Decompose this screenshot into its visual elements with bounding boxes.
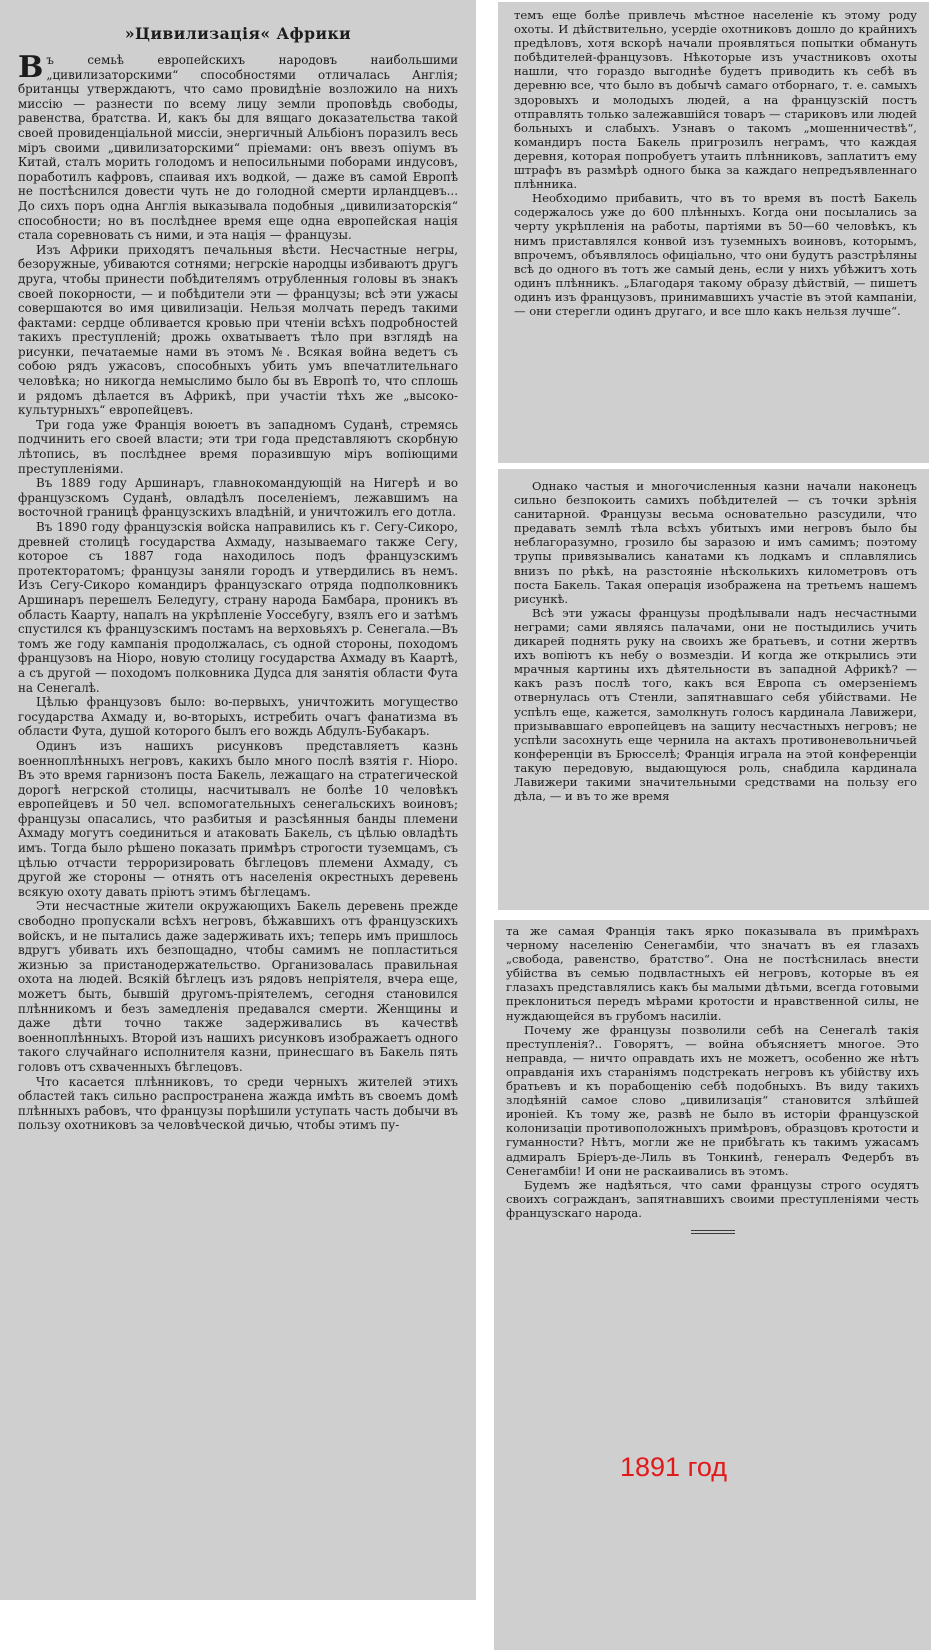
- paragraph: Изъ Африки приходятъ печальныя вѣсти. Несчастные негры, безоружные, убиваются сотнями; негрскіе народцы избиваютъ другъ друга, чтобы принести побѣдителямъ отрубленныя головы въ знакъ своей покорности, — и побѣдители эти — французы; всѣ эти ужасы совершаются во имя цивилизаціи. Нельзя молчать передъ такими фактами: сердце обливается кровью при чтеніи всѣхъ подробностей такихъ преступленій; дрожь охватываетъ тѣло при взглядѣ на рисунки, печатаемые нами въ этомъ №. Всякая война ведетъ съ собою рядъ ужасовъ, способныхъ убить умъ впечатлительнаго человѣка; но никогда немыслимо было бы въ Европѣ то, что сплошь и рядомъ дѣлается въ Африкѣ, при участіи тѣхъ же „высоко-культурныхъ“ европейцевъ.: [18, 242, 458, 418]
- end-separator: [691, 1230, 735, 1234]
- year-annotation: 1891 год: [620, 1452, 727, 1482]
- paragraph: Однако частыя и многочисленныя казни начали наконецъ сильно безпокоить самихъ побѣдителей — съ точки зрѣнія санитарной. Французы весьма основательно разсудили, что предавать землѣ тѣла всѣхъ убитыхъ ими негровъ было бы неблагоразумно, грозило бы заразою и имъ самимъ; поэтому трупы привязывались канатами къ лодкамъ и сплавлялись внизъ по рѣкѣ, на разстояніе нѣсколькихъ километровъ отъ поста Бакель. Такая операція изображена на третьемъ нашемъ рисункѣ.: [514, 479, 917, 606]
- paragraph: Въ 1889 году Аршинаръ, главнокомандующій на Нигерѣ и во французскомъ Суданѣ, овладѣлъ поселеніемъ, лежавшимъ на восточной границѣ французскихъ владѣній, и уничтожилъ его дотла.: [18, 476, 458, 520]
- paragraph: Цѣлью французовъ было: во-первыхъ, уничтожить могущество государства Ахмаду и, во-вторыхъ, истребить очагъ фанатизма въ области Фута, душой которого былъ его вождь Абдулъ-Бубакаръ.: [18, 695, 458, 739]
- left-column: [0, 0, 476, 1600]
- paragraph: Одинъ изъ нашихъ рисунковъ представляетъ казнь военноплѣнныхъ негровъ, какихъ было много послѣ взятія г. Ніоро. Въ это время гарнизонъ поста Бакель, лежащаго на стратегической дорогѣ негрской столицы, насчитывалъ не болѣе 10 человѣкъ европейцевъ и 50 чел. вспомогательныхъ сенегальскихъ воиновъ; французы опасались, что разбитыя и разсѣянныя банды племени Ахмаду могутъ соединиться и атаковать Бакель, съ цѣлью овладѣть имъ. Тогда было рѣшено показать примѣръ строгости туземцамъ, съ цѣлью отчасти терроризировать бѣглецовъ племени Ахмаду, съ другой же стороны — отнять отъ населенія окрестныхъ деревень всякую охоту давать пріютъ этимъ бѣглецамъ.: [18, 738, 458, 899]
- paragraph-text: ъ семьѣ европейскихъ народовъ наибольшими „цивилизаторскими“ способностями отличалась Англія; британцы утверждаютъ, что само провидѣніе возложило на нихъ миссію — разнести по всему лицу земли проповѣдь свободы, равенства, братства. И, какъ бы для вящаго доказательства такой своей провиденціальной миссіи, энергичный Альбіонъ поразилъ весь міръ своими „цивилизаторскими“ пріемами: онъ ввезъ опіумъ въ Китай, сталъ морить голодомъ и непосильными поборами индусовъ, поработилъ кафровъ, спаивая ихъ водкой, — даже въ самой Европѣ не постѣснился довести чуть не до голодной смерти ирландцевъ... До сихъ поръ одна Англія выказывала подобныя „цивилизаторскія“ способности; но въ послѣднее время еще одна европейская нація стала соревновать съ ними, и эта нація — французы.: [18, 53, 458, 243]
- article-title: »Цивилизація« Африки: [124, 24, 352, 43]
- paragraph: Три года уже Франція воюетъ въ западномъ Суданѣ, стремясь подчинить его своей власти; эти три года представляютъ скорбную лѣтопись, въ послѣднее время поразившую міръ вопіющими преступленіями.: [18, 417, 458, 476]
- paragraph: Въ 1890 году французскія войска направились къ г. Сегу-Сикоро, древней столицѣ государства Ахмаду, называемаго также Сегу, которое съ 1887 года находилось подъ французскимъ протекторатомъ; французы заняли городъ и утвердились въ немъ. Изъ Сегу-Сикоро командиръ французскаго отряда подполковникъ Аршинаръ перешелъ Беледугу, страну народа Бамбара, проникъ въ область Каарту, напалъ на укрѣпленіе Уоссебугу, взялъ его и затѣмъ спустился къ французскимъ постамъ на верховьяхъ р. Сенегала.—Въ томъ же году кампанія продолжалась, съ одной стороны, походомъ французовъ на Ніоро, новую столицу государства Ахмаду въ Каартѣ, а съ другой — походомъ полковника Дудса для занятія области Фута на Сенегалѣ.: [18, 520, 458, 695]
- paragraph: Будемъ же надѣяться, что сами французы строго осудятъ своихъ согражданъ, запятнавшихъ своими преступленіями честь французскаго народа.: [506, 1177, 919, 1220]
- paragraph: та же самая Франція такъ ярко показывала въ примѣрахъ черному населенію Сенегамбіи, что значатъ въ ея глазахъ „свобода, равенство, братство“. Она не постѣснилась внести убійства въ семью подвластныхъ ей негровъ, которые въ ея глазахъ представлялись какъ бы малыми дѣтьми, всегда готовыми преклониться передъ мѣрами кротости и нравственной силы, не нуждающейся въ грубомъ насиліи.: [506, 924, 919, 1023]
- paragraph: Необходимо прибавить, что въ то время въ постѣ Бакель содержалось уже до 600 плѣнныхъ. Когда они посылались за черту укрѣпленія на работы, партіями въ 50—60 человѣкъ, къ нимъ приставлялся конвой изъ туземныхъ воиновъ, которымъ, впрочемъ, объявлялось офиціально, что они будутъ разстрѣляны всѣ до одного въ тотъ же самый день, если у нихъ убѣжитъ хоть одинъ плѣнникъ. „Благодаря такому образу дѣйствій, — пишетъ одинъ изъ французовъ, принимавшихъ участіе въ этой кампаніи, — они стерегли одинъ другаго, и все шло какъ нельзя лучше“.: [514, 191, 917, 318]
- paragraph: Что касается плѣнниковъ, то среди черныхъ жителей этихъ областей такъ сильно распространена жажда имѣть въ своемъ домѣ плѣнныхъ рабовъ, что французы порѣшили уступать часть добычи въ пользу охотниковъ за человѣческой дичью, чтобы этимъ пу-: [18, 1074, 458, 1133]
- right-top-column: [498, 2, 929, 463]
- drop-cap: В: [18, 50, 44, 85]
- paragraph: темъ еще болѣе привлечь мѣстное населеніе къ этому роду охоты. И дѣйствительно, усердіе охотниковъ дошло до крайнихъ предѣловъ, хотя вскорѣ начали проявляться попытки обмануть побѣдителей-французовъ. Нѣкоторые изъ участниковъ охоты нашли, что гораздо выгоднѣе будетъ приводить къ себѣ въ деревню все, что было въ добычѣ самаго отборнаго, т. е. самыхъ здоровыхъ и молодыхъ людей, а на французскій постъ отправлять только залежавшійся товаръ — стариковъ или людей больныхъ и слабыхъ. Узнавъ о такомъ „мошенничествѣ“, командиръ поста Бакель пригрозилъ неграмъ, что каждая деревня, которая попробуетъ утаить плѣнниковъ, заплатитъ ему штрафъ въ размѣрѣ одного быка за каждаго непредъявленнаго плѣнника.: [514, 8, 917, 192]
- paragraph: [18, 50, 458, 243]
- paragraph: Почему же французы позволили себѣ на Сенегалѣ такія преступленія?.. Говорятъ, — война объясняетъ многое. Это неправда, — ничто оправдать ихъ не можетъ, особенно же нѣтъ оправданія ихъ старанiямъ подстрекать негровъ къ убійству ихъ братьевъ и къ порабощенію себѣ подобныхъ. Въ виду такихъ злодѣяній самое слово „цивилизація“ становится злѣйшей ироніей. Къ тому же, развѣ не было въ исторіи французской колонизаціи противоположныхъ примѣровъ, образцовъ кротости и гуманности? Нѣтъ, могли же не прибѣгать къ такимъ ужасамъ адмиралъ Бріеръ-де-Лиль въ Тонкинѣ, генералъ Федербъ въ Сенегамбіи! И они не раскаивались въ этомъ.: [506, 1022, 919, 1178]
- right-middle-column: [498, 469, 929, 910]
- right-bottom-column: [494, 920, 931, 1650]
- paragraph: Эти несчастные жители окружающихъ Бакель деревень прежде свободно пропускали всѣхъ негровъ, бѣжавшихъ отъ французскихъ войскъ, и не пытались даже задерживать ихъ; теперь имъ пришлось вдругъ убивать ихъ безпощадно, чтобы самимъ не попластиться жизнью за пристанодержательство. Организовалась правильная охота на людей. Всякій бѣглецъ изъ рядовъ непріятеля, вчера еще, можетъ быть, бывшій другомъ-пріятелемъ, сегодня становился плѣнникомъ и безъ замедленія предавался смерти. Женщины и даже дѣти точно также задерживались въ качествѣ военноплѣнныхъ. Второй изъ нашихъ рисунковъ изображаетъ одного такого случайнаго исполнителя казни, принесшаго въ Бакель пять головъ отъ схваченныхъ бѣглецовъ.: [18, 899, 458, 1074]
- paragraph: Всѣ эти ужасы французы продѣлывали надъ несчастными неграми; сами являясь палачами, они не постыдились учить дикарей поднять руку на своихъ же братьевъ, и сотни жертвъ ихъ вопіютъ къ небу о возмездіи. И когда же открылись эти мрачныя картины ихъ дѣятельности въ западной Африкѣ? — какъ разъ послѣ того, какъ вся Европа съ омерзеніемъ отвернулась отъ Стенли, запятнавшаго себя убійствами. Не успѣлъ еще, кажется, замолкнуть голосъ кардинала Лавижери, призывавшаго европейцевъ на защиту несчастныхъ негровъ; не успѣли засохнуть еще чернила на актахъ противоневольничьей конференціи въ Брюсселѣ; Франція играла на этой конференціи такую передовую, выдающуюся роль, снабдила кардинала Лавижери такими значительными средствами на пользу его дѣла, — и въ то же время: [514, 605, 917, 804]
